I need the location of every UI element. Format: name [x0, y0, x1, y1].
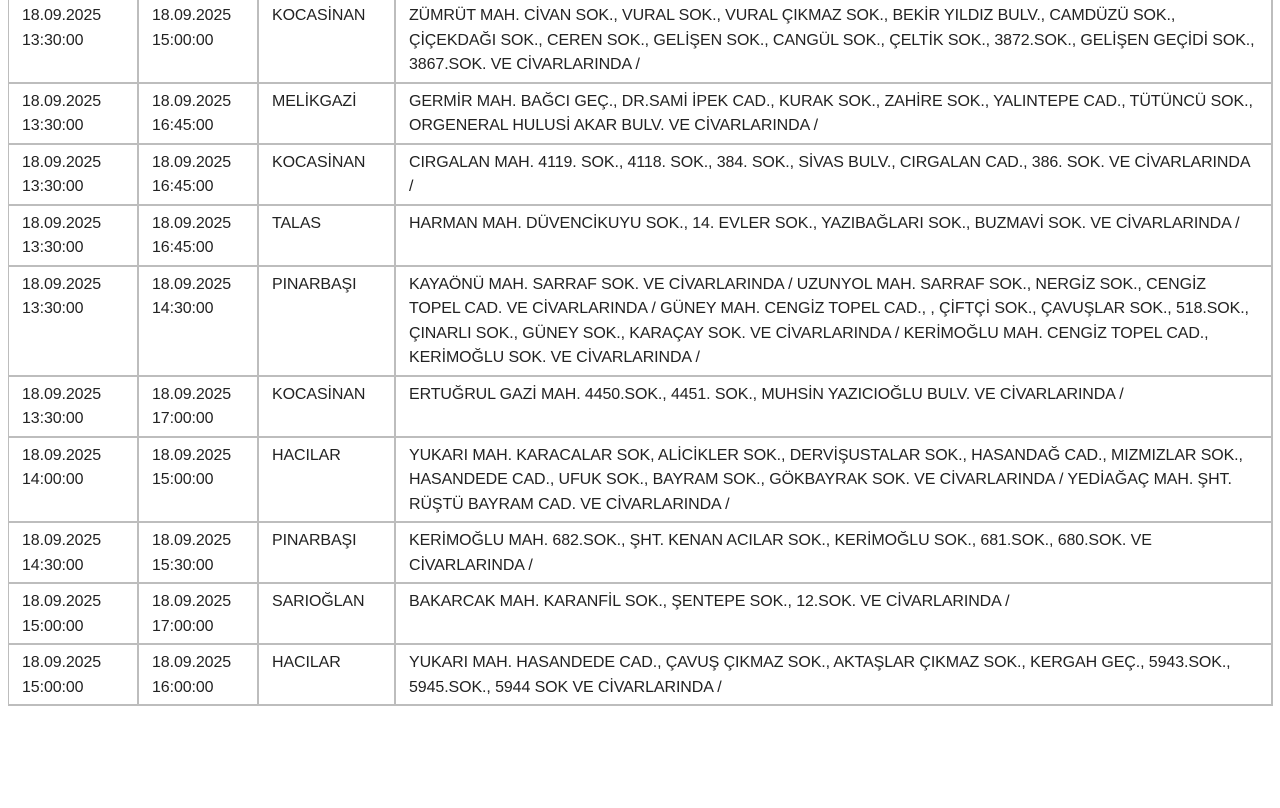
address-cell: ERTUĞRUL GAZİ MAH. 4450.SOK., 4451. SOK., MUHSİN YAZICIOĞLU BULV. VE CİVARLARINDA /: [396, 377, 1273, 438]
start-date: 18.09.2025: [22, 593, 102, 610]
start-date: 18.09.2025: [22, 92, 102, 110]
end-date: 18.09.2025: [152, 532, 232, 549]
address-cell: GERMİR MAH. BAĞCI GEÇ., DR.SAMİ İPEK CAD., KURAK SOK., ZAHİRE SOK., YALINTEPE CAD., TÜTÜNCÜ SOK., ORGENERAL HULUSİ AKAR BULV. VE CİVARLARINDA /: [396, 84, 1273, 145]
district-cell: KOCASİNAN: [259, 377, 396, 438]
end-time: 15:00:00: [152, 471, 214, 488]
start-date: 18.09.2025: [22, 153, 102, 171]
outage-schedule-table: [8, 0, 1273, 706]
start-date: 18.09.2025: [22, 532, 102, 549]
start-date: 18.09.2025: [22, 385, 102, 403]
end-date: 18.09.2025: [152, 7, 232, 24]
table-row: [9, 584, 1273, 645]
start-datetime-cell: [9, 145, 139, 206]
start-datetime-cell: [9, 84, 139, 145]
district-cell: TALAS: [259, 206, 396, 267]
address-cell: YUKARI MAH. HASANDEDE CAD., ÇAVUŞ ÇIKMAZ SOK., AKTAŞLAR ÇIKMAZ SOK., KERGAH GEÇ., 5943.SOK., 5945.SOK., 5944 SOK VE CİVARLARINDA /: [396, 645, 1273, 706]
address-cell: KERİMOĞLU MAH. 682.SOK., ŞHT. KENAN ACILAR SOK., KERİMOĞLU SOK., 681.SOK., 680.SOK. VE CİVARLARINDA /: [396, 523, 1273, 584]
start-datetime-cell: [9, 584, 139, 645]
end-time: 17:00:00: [152, 617, 214, 635]
end-datetime-cell: [139, 584, 259, 645]
table-row: [9, 438, 1273, 524]
start-time: 13:30:00: [22, 31, 84, 49]
district-cell: HACILAR: [259, 438, 396, 524]
district-cell: KOCASİNAN: [259, 145, 396, 206]
end-time: 14:30:00: [152, 300, 214, 317]
table-row: [9, 645, 1273, 706]
start-datetime-cell: [9, 0, 139, 84]
start-time: 15:00:00: [22, 678, 84, 696]
start-date: 18.09.2025: [22, 654, 102, 671]
start-time: 13:30:00: [22, 178, 84, 195]
start-date: 18.09.2025: [22, 446, 102, 464]
end-datetime-cell: [139, 438, 259, 524]
address-cell: YUKARI MAH. KARACALAR SOK, ALİCİKLER SOK., DERVİŞUSTALAR SOK., HASANDAĞ CAD., MIZMIZLAR SOK., HASANDEDE CAD., UFUK SOK., BAYRAM SOK., GÖKBAYRAK SOK. VE CİVARLARINDA / YEDİAĞAÇ MAH. ŞHT. RÜŞTÜ BAYRAM CAD. VE CİVARLARINDA /: [396, 438, 1273, 524]
start-date: 18.09.2025: [22, 214, 102, 232]
address-cell: KAYAÖNÜ MAH. SARRAF SOK. VE CİVARLARINDA / UZUNYOL MAH. SARRAF SOK., NERGİZ SOK., CENGİZ TOPEL CAD. VE CİVARLARINDA / GÜNEY MAH. CENGİZ TOPEL CAD., , ÇİFTÇİ SOK., ÇAVUŞLAR SOK., 518.SOK., ÇINARLI SOK., GÜNEY SOK., KARAÇAY SOK. VE CİVARLARINDA / KERİMOĞLU MAH. CENGİZ TOPEL CAD., KERİMOĞLU SOK. VE CİVARLARINDA /: [396, 267, 1273, 377]
start-time: 13:30:00: [22, 239, 84, 256]
district-cell: PINARBAŞI: [259, 523, 396, 584]
end-date: 18.09.2025: [152, 214, 232, 232]
start-time: 14:30:00: [22, 556, 84, 574]
start-time: 13:30:00: [22, 117, 84, 134]
end-time: 17:00:00: [152, 410, 214, 427]
table-row: [9, 206, 1273, 267]
district-cell: HACILAR: [259, 645, 396, 706]
end-datetime-cell: [139, 84, 259, 145]
end-datetime-cell: [139, 377, 259, 438]
end-time: 15:00:00: [152, 31, 214, 49]
outage-schedule-table-container: [8, 0, 1272, 706]
district-cell: PINARBAŞI: [259, 267, 396, 377]
address-cell: BAKARCAK MAH. KARANFİL SOK., ŞENTEPE SOK., 12.SOK. VE CİVARLARINDA /: [396, 584, 1273, 645]
end-date: 18.09.2025: [152, 275, 232, 293]
end-time: 16:45:00: [152, 117, 214, 134]
end-date: 18.09.2025: [152, 446, 232, 464]
start-time: 15:00:00: [22, 617, 84, 635]
start-time: 13:30:00: [22, 410, 84, 427]
end-time: 16:00:00: [152, 678, 214, 696]
address-cell: HARMAN MAH. DÜVENCİKUYU SOK., 14. EVLER SOK., YAZIBAĞLARI SOK., BUZMAVİ SOK. VE CİVARLARINDA /: [396, 206, 1273, 267]
end-time: 16:45:00: [152, 239, 214, 256]
start-datetime-cell: [9, 645, 139, 706]
end-datetime-cell: [139, 206, 259, 267]
table-body: [9, 0, 1273, 706]
address-cell: ZÜMRÜT MAH. CİVAN SOK., VURAL SOK., VURAL ÇIKMAZ SOK., BEKİR YILDIZ BULV., CAMDÜZÜ SOK., ÇİÇEKDAĞI SOK., CEREN SOK., GELİŞEN SOK., CANGÜL SOK., ÇELTİK SOK., 3872.SOK., GELİŞEN GEÇİDİ SOK., 3867.SOK. VE CİVARLARINDA /: [396, 0, 1273, 84]
start-time: 14:00:00: [22, 471, 84, 488]
end-time: 15:30:00: [152, 556, 214, 574]
table-row: [9, 145, 1273, 206]
end-datetime-cell: [139, 645, 259, 706]
end-datetime-cell: [139, 267, 259, 377]
end-date: 18.09.2025: [152, 385, 232, 403]
table-row: [9, 84, 1273, 145]
table-row: [9, 523, 1273, 584]
table-row: [9, 377, 1273, 438]
start-datetime-cell: [9, 206, 139, 267]
start-datetime-cell: [9, 267, 139, 377]
district-cell: SARIOĞLAN: [259, 584, 396, 645]
start-date: 18.09.2025: [22, 275, 102, 293]
end-date: 18.09.2025: [152, 654, 232, 671]
table-row: [9, 0, 1273, 84]
end-date: 18.09.2025: [152, 593, 232, 610]
start-datetime-cell: [9, 523, 139, 584]
address-cell: CIRGALAN MAH. 4119. SOK., 4118. SOK., 384. SOK., SİVAS BULV., CIRGALAN CAD., 386. SOK. VE CİVARLARINDA /: [396, 145, 1273, 206]
table-row: [9, 267, 1273, 377]
end-datetime-cell: [139, 523, 259, 584]
start-date: 18.09.2025: [22, 7, 102, 24]
end-time: 16:45:00: [152, 178, 214, 195]
start-datetime-cell: [9, 438, 139, 524]
district-cell: KOCASİNAN: [259, 0, 396, 84]
end-date: 18.09.2025: [152, 92, 232, 110]
end-datetime-cell: [139, 0, 259, 84]
district-cell: MELİKGAZİ: [259, 84, 396, 145]
end-datetime-cell: [139, 145, 259, 206]
end-date: 18.09.2025: [152, 153, 232, 171]
start-datetime-cell: [9, 377, 139, 438]
start-time: 13:30:00: [22, 300, 84, 317]
